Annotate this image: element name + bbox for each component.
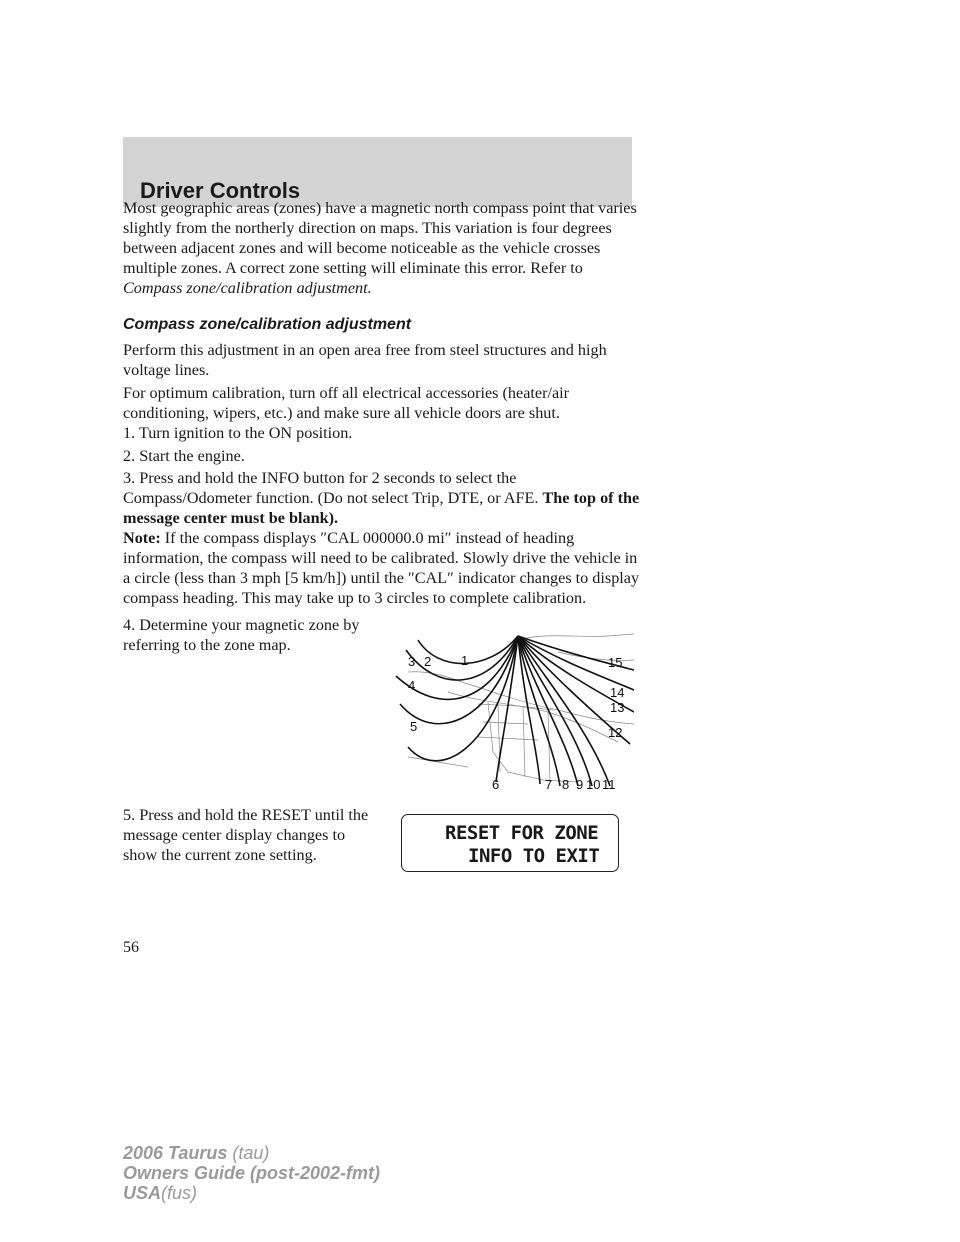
display-line-1: RESET FOR ZONE — [445, 822, 599, 844]
zone-label: 6 — [492, 777, 500, 792]
footer-market: USA — [123, 1183, 162, 1203]
zone-label: 15 — [608, 655, 623, 670]
intro-paragraph — [123, 198, 643, 298]
page-number: 56 — [123, 939, 139, 956]
zone-map — [378, 632, 634, 796]
zone-label: 10 — [586, 777, 601, 792]
calibration-heading: Compass zone/calibration adjustment — [123, 316, 412, 333]
zone-label: 11 — [602, 777, 616, 792]
step-4: 4. Determine your magnetic zone by referring to the zone map. — [123, 616, 360, 654]
message-center-display — [401, 814, 619, 872]
step-3 — [123, 468, 643, 528]
note-paragraph — [123, 528, 643, 608]
zone-label: 3 — [408, 654, 416, 669]
zone-label: 2 — [424, 654, 432, 669]
perform-paragraph: Perform this adjustment in an open area free from steel structures and high voltage lines. — [123, 341, 607, 379]
note-label: Note: — [123, 529, 161, 547]
note-text: If the compass displays ″CAL 000000.0 mi″ instead of heading information, the compass will need to be calibrated. Slowly drive the vehicle in a circle (less than 3 mph [5 km/h]) until the ″CAL″ indicator changes to display compass heading. This may take up to 3 circles to complete calibration. — [123, 529, 640, 607]
zone-label: 13 — [610, 700, 625, 715]
footer-model-code: (tau) — [232, 1143, 270, 1163]
zone-label: 5 — [410, 719, 418, 734]
footer-guide: Owners Guide (post-2002-fmt) — [123, 1163, 381, 1183]
zone-label: 7 — [545, 777, 553, 792]
zone-label: 12 — [608, 725, 623, 740]
zone-label: 14 — [610, 685, 625, 700]
section-title: Driver Controls — [140, 178, 301, 203]
step-1: 1. Turn ignition to the ON position. — [123, 424, 353, 442]
intro-text: Most geographic areas (zones) have a magnetic north compass point that varies slightly from the northerly direction on maps. This variation is four degrees between adjacent zones and will become noticeable as the vehicle crosses multiple zones. A correct zone setting will eliminate this error. Refer to — [123, 199, 637, 277]
display-line-2: INFO TO EXIT — [468, 845, 600, 867]
step-3-bold: The top of the message center must be blank). — [123, 489, 640, 527]
zone-label: 1 — [461, 653, 469, 668]
footer-model: 2006 Taurus — [123, 1143, 228, 1163]
footer — [123, 1143, 380, 1203]
step-3-text: 3. Press and hold the INFO button for 2 seconds to select the Compass/Odometer function. (Do not select Trip, DTE, or AFE. — [123, 469, 539, 507]
zone-label: 8 — [562, 777, 570, 792]
intro-reference: Compass zone/calibration adjustment. — [123, 279, 372, 297]
zone-label: 9 — [576, 777, 584, 792]
zone-lines — [396, 636, 634, 786]
step-5: 5. Press and hold the RESET until the message center display changes to show the current zone setting. — [123, 806, 369, 864]
zone-label: 4 — [408, 678, 416, 693]
footer-market-code: (fus) — [161, 1183, 198, 1203]
optimum-paragraph: For optimum calibration, turn off all electrical accessories (heater/air conditioning, wipers, etc.) and make sure all vehicle doors are shut. — [123, 384, 570, 422]
step-2: 2. Start the engine. — [123, 447, 245, 465]
